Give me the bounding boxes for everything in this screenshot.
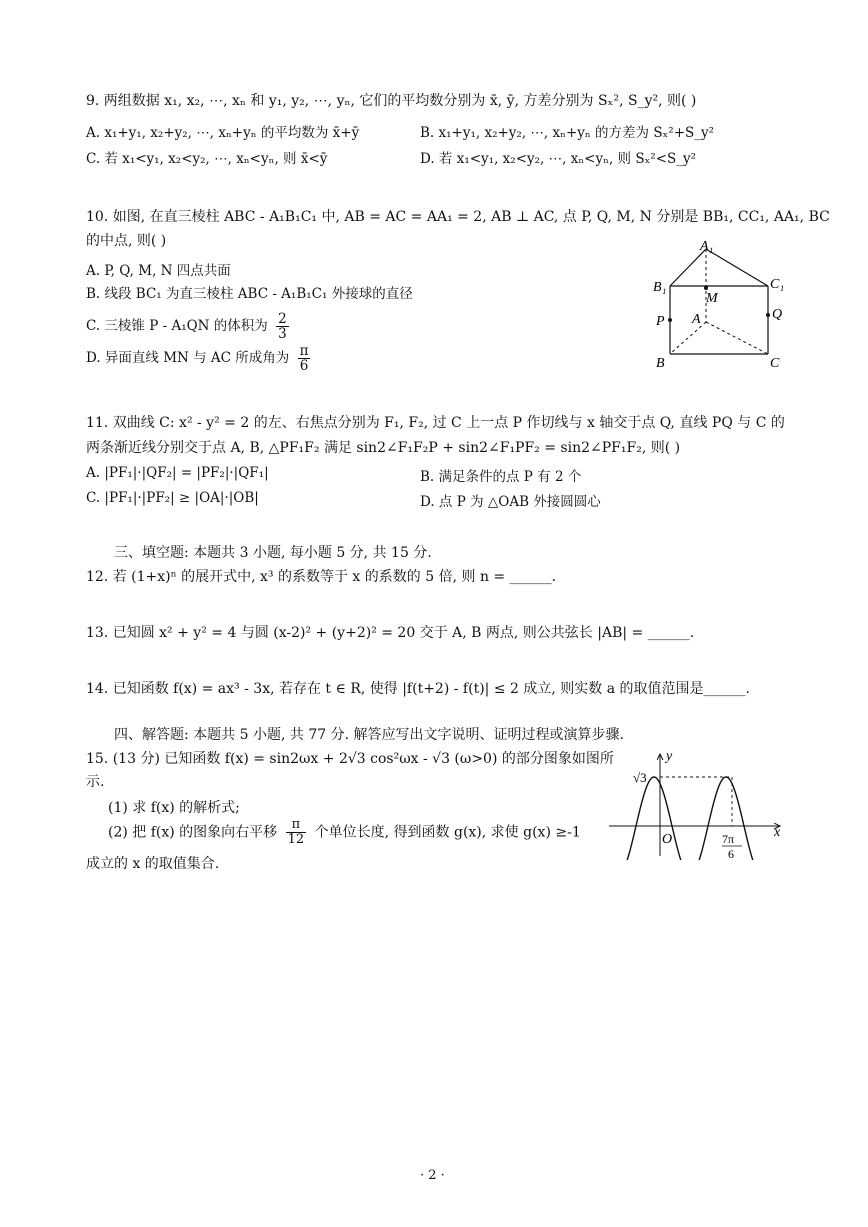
sine-curve (618, 777, 764, 860)
q15-stem-line1: 15. (13 分) 已知函数 f(x) = sin2ωx + 2√3 cos²ωx - √3 (ω>0) 的部分图象如图所 (86, 751, 614, 767)
q11-option-d: D. 点 P 为 △OAB 外接圆圆心 (420, 494, 601, 510)
q9-option-a: A. x₁+y₁, x₂+y₂, ⋯, xₙ+yₙ 的平均数为 x̄+ȳ (86, 125, 360, 141)
q10-option-a: A. P, Q, M, N 四点共面 (86, 263, 231, 279)
prism-figure (640, 236, 800, 376)
q15-part2-text: (2) 把 f(x) 的图象向右平移 (108, 824, 278, 841)
label-x: x (774, 825, 781, 840)
label-m: M (706, 291, 718, 306)
q10-option-d-fraction: $\frac{\pi}{6}$ (299, 343, 309, 374)
sine-graph-figure (604, 748, 794, 860)
q15-part3: 成立的 x 的取值集合. (86, 856, 220, 872)
q9-option-d: D. 若 x₁<y₁, x₂<y₂, ⋯, xₙ<yₙ, 则 Sₓ²<S_y² (420, 151, 697, 167)
label-p: P (656, 314, 665, 329)
point-q (766, 313, 770, 317)
q15-part2 (108, 818, 581, 847)
q9-stem: 9. 两组数据 x₁, x₂, ⋯, xₙ 和 y₁, y₂, ⋯, yₙ, 它们的平均数分别为 x̄, ȳ, 方差分别为 Sₓ², S_y², 则( ) (86, 93, 697, 109)
label-c: C (770, 356, 780, 371)
q13-text: 13. 已知圆 x² + y² = 4 与圆 (x-2)² + (y+2)² = 20 交于 A, B 两点, 则公共弦长 |AB| = ______. (86, 625, 695, 641)
q10-option-c-text: C. 三棱锥 P - A₁QN 的体积为 (86, 318, 268, 334)
q9-option-b: B. x₁+y₁, x₂+y₂, ⋯, xₙ+yₙ 的方差为 Sₓ²+S_y² (420, 125, 715, 141)
page-number: · 2 · (420, 1168, 445, 1183)
q15-part2-fraction: $\frac{\pi}{12}$ (287, 817, 305, 847)
q10-option-d-text: D. 异面直线 MN 与 AC 所成角为 (86, 350, 290, 366)
point-p (668, 318, 672, 322)
edge-a1c1 (706, 249, 768, 286)
section-fill-in-title: 三、填空题: 本题共 3 小题, 每小题 5 分, 共 15 分. (114, 545, 432, 561)
label-y: y (666, 749, 673, 764)
label-a1: A₁ (700, 239, 714, 254)
q15-part1: (1) 求 f(x) 的解析式; (108, 800, 240, 816)
q10-option-c-fraction: $\frac{2}{3}$ (278, 311, 287, 342)
q15-part2-text-end: 个单位长度, 得到函数 g(x), 求使 g(x) ≥-1 (314, 824, 581, 841)
q10-option-c (86, 312, 289, 341)
q11-option-a: A. |PF₁|·|QF₂| = |PF₂|·|QF₁| (86, 465, 269, 481)
q15-stem-line2: 示. (86, 774, 105, 790)
point-m (704, 286, 708, 290)
q12-text: 12. 若 (1+x)ⁿ 的展开式中, x³ 的系数等于 x 的系数的 5 倍, 则 n = ______. (86, 569, 557, 585)
q10-option-b: B. 线段 BC₁ 为直三棱柱 ABC - A₁B₁C₁ 外接球的直径 (86, 286, 413, 302)
label-q: Q (772, 307, 783, 322)
label-x-numerator: 7π (722, 832, 735, 846)
label-sqrt3: √3 (633, 770, 647, 785)
q11-option-b: B. 满足条件的点 P 有 2 个 (420, 469, 582, 485)
q10-stem-line2: 的中点, 则( ) (86, 233, 167, 249)
q14-text: 14. 已知函数 f(x) = ax³ - 3x, 若存在 t ∈ R, 使得 |f(t+2) - f(t)| ≤ 2 成立, 则实数 a 的取值范围是______. (86, 681, 750, 697)
label-x-denominator: 6 (728, 847, 734, 860)
q11-stem-line2: 两条渐近线分别交于点 A, B, △PF₁F₂ 满足 sin2∠F₁F₂P + sin2∠F₁PF₂ = sin2∠PF₁F₂, 则( ) (86, 440, 681, 456)
q11-stem-line1: 11. 双曲线 C: x² - y² = 2 的左、右焦点分别为 F₁, F₂, 过 C 上一点 P 作切线与 x 轴交于点 Q, 直线 PQ 与 C 的 (86, 415, 785, 431)
label-b1: B₁ (653, 280, 667, 295)
label-c1: C₁ (770, 277, 785, 292)
label-b: B (656, 356, 665, 371)
edge-a1b1 (670, 249, 706, 286)
section-answer-title: 四、解答题: 本题共 5 小题, 共 77 分. 解答应写出文字说明、证明过程或演算步骤. (114, 727, 624, 743)
label-a: A (692, 312, 701, 327)
q9-option-c: C. 若 x₁<y₁, x₂<y₂, ⋯, xₙ<yₙ, 则 x̄<ȳ (86, 151, 328, 167)
q11-option-c: C. |PF₁|·|PF₂| ≥ |OA|·|OB| (86, 490, 259, 506)
q10-option-d (86, 344, 310, 373)
label-origin: O (662, 832, 673, 847)
edge-ac-hidden (706, 322, 768, 354)
q10-stem-line1: 10. 如图, 在直三棱柱 ABC - A₁B₁C₁ 中, AB = AC = AA₁ = 2, AB ⊥ AC, 点 P, Q, M, N 分别是 BB₁, CC₁, AA₁, BC (86, 209, 830, 225)
edge-ab-hidden (670, 322, 706, 354)
